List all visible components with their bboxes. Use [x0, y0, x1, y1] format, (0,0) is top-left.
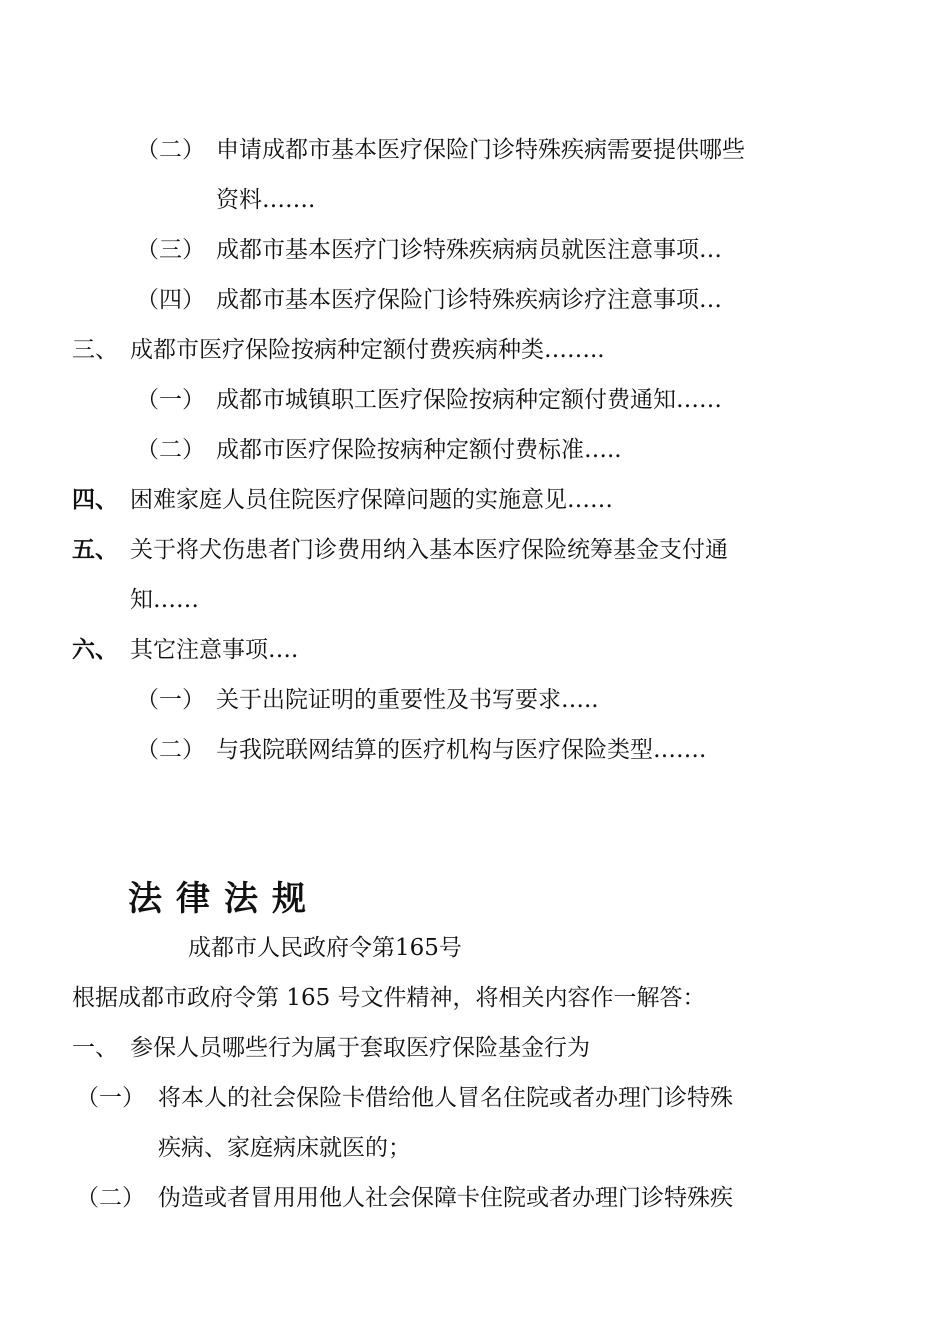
list-marker: （二）	[76, 1185, 145, 1211]
toc-text: 困难家庭人员住院医疗保障问题的实施意见……	[130, 487, 613, 513]
toc-marker: （一）	[136, 687, 205, 713]
toc-marker: （二）	[136, 137, 205, 163]
list-text: 疾病、家庭病床就医的；	[158, 1135, 411, 1161]
toc-text: 成都市医疗保险按病种定额付费疾病种类……..	[130, 337, 605, 363]
toc-text: 其它注意事项….	[130, 637, 299, 663]
toc-marker: （三）	[136, 237, 205, 263]
list-text: 伪造或者冒用用他人社会保障卡住院或者办理门诊特殊疾	[158, 1185, 733, 1211]
section-subtitle: 成都市人民政府令第165号	[188, 935, 462, 961]
toc-marker: 六、	[72, 636, 118, 663]
toc-marker: （四）	[136, 287, 205, 313]
toc-marker: （二）	[136, 437, 205, 463]
section-intro: 根据成都市政府令第 165 号文件精神，将相关内容作一解答：	[72, 985, 706, 1011]
toc-text: 申请成都市基本医疗保险门诊特殊疾病需要提供哪些	[216, 137, 745, 163]
toc-marker: （一）	[136, 387, 205, 413]
toc-text: 关于出院证明的重要性及书写要求…..	[216, 687, 599, 713]
toc-text: 成都市基本医疗保险门诊特殊疾病诊疗注意事项…	[216, 287, 722, 313]
toc-marker: 四、	[72, 486, 118, 513]
toc-text: 资料…….	[216, 187, 316, 213]
list-marker: （一）	[76, 1085, 145, 1111]
toc-text: 与我院联网结算的医疗机构与医疗保险类型…….	[216, 737, 707, 763]
toc-marker: （二）	[136, 737, 205, 763]
toc-text: 成都市基本医疗门诊特殊疾病病员就医注意事项…	[216, 237, 722, 263]
toc-marker: 三、	[72, 337, 118, 363]
list-text: 将本人的社会保险卡借给他人冒名住院或者办理门诊特殊	[158, 1085, 733, 1111]
toc-text: 知……	[130, 587, 199, 613]
toc-text: 成都市医疗保险按病种定额付费标准…..	[216, 437, 622, 463]
toc-marker: 五、	[72, 536, 118, 563]
question-text: 参保人员哪些行为属于套取医疗保险基金行为	[130, 1035, 590, 1061]
toc-text: 成都市城镇职工医疗保险按病种定额付费通知……	[216, 387, 722, 413]
toc-text: 关于将犬伤患者门诊费用纳入基本医疗保险统筹基金支付通	[130, 537, 728, 563]
section-heading: 法律法规	[128, 879, 320, 919]
question-marker: 一、	[72, 1035, 118, 1061]
